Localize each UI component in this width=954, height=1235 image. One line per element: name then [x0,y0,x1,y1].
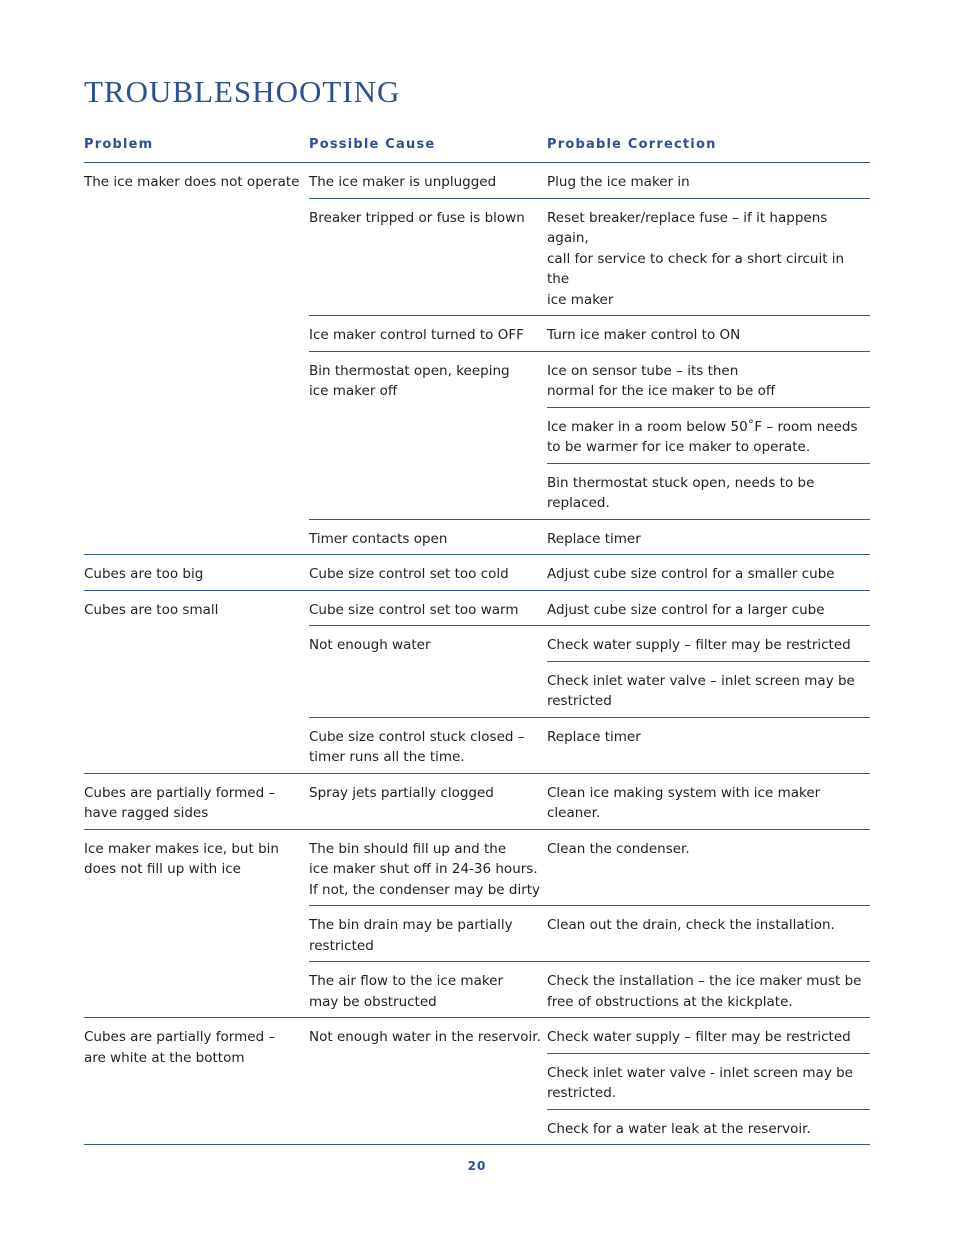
problem-group [84,830,870,1019]
correction-cell: Check for a water leak at the reservoir. [547,1109,870,1145]
correction-list [547,555,870,590]
problem-cell: Cubes are partially formed – have ragged sides [84,784,276,821]
correction-cell: Ice on sensor tube – its then normal for the ice maker to be off [547,362,776,399]
correction-cell: Adjust cube size control for a larger cube [547,601,825,618]
table-row [309,315,870,351]
table-row [309,717,870,773]
table-body [84,163,870,1145]
cause-cell: Cube size control set too warm [309,601,519,618]
cause-list [309,591,870,773]
table-row [309,163,870,198]
correction-list [547,830,870,906]
cause-cell: Breaker tripped or fuse is blown [309,209,525,226]
correction-list [547,199,870,316]
correction-list [547,962,870,1017]
table-row [309,351,870,519]
correction-list [547,163,870,198]
problem-cell: Cubes are partially formed – are white at the bottom [84,1029,276,1066]
correction-cell: Clean out the drain, check the installation. [547,917,835,933]
correction-cell: Clean ice making system with ice maker cleaner. [547,784,821,821]
problem-group [84,1018,870,1145]
problem-cell: The ice maker does not operate [84,174,300,190]
correction-cell: Check inlet water valve - inlet screen may be restricted. [547,1053,870,1109]
correction-cell: Replace timer [547,728,641,745]
cause-list [309,830,870,1018]
problem-group [84,555,870,591]
correction-cell: Check water supply – filter may be restricted [547,1029,851,1045]
table-row [309,774,870,829]
header-problem: Problem [84,137,154,152]
correction-cell: Bin thermostat stuck open, needs to be replaced. [547,463,870,519]
cause-cell: Bin thermostat open, keeping ice maker off [309,362,510,399]
table-row [309,905,870,961]
correction-list [547,352,870,519]
correction-cell: Clean the condenser. [547,840,690,857]
header-probable-correction: Probable Correction [547,137,717,152]
cause-list [309,1018,870,1144]
correction-list [547,316,870,351]
table-row [309,591,870,626]
table-row [309,625,870,717]
table-row [309,555,870,590]
correction-cell: Plug the ice maker in [547,174,690,190]
correction-cell: Reset breaker/replace fuse – if it happens again, call for service to check for a short circuit in the ice maker [547,209,845,308]
correction-list [547,591,870,626]
correction-cell: Check the installation – the ice maker must be free of obstructions at the kickplate. [547,973,862,1010]
cause-cell: Spray jets partially clogged [309,784,494,801]
correction-cell: Adjust cube size control for a smaller cube [547,566,835,582]
cause-list [309,163,870,554]
problem-cell: Cubes are too small [84,601,219,618]
correction-list [547,626,870,717]
page-number: 20 [467,1159,487,1173]
table-row [309,519,870,555]
problem-cell: Ice maker makes ice, but bin does not fill up with ice [84,840,279,877]
cause-list [309,555,870,590]
correction-cell: Check water supply – filter may be restricted [547,637,851,653]
correction-list [547,520,870,555]
header-possible-cause: Possible Cause [309,137,436,152]
cause-cell: Not enough water [309,637,431,653]
correction-list [547,774,870,829]
cause-cell: Cube size control set too cold [309,566,509,582]
table-row [309,830,870,906]
cause-cell: Not enough water in the reservoir. [309,1029,541,1045]
cause-cell: Cube size control stuck closed – timer runs all the time. [309,728,525,765]
cause-list [309,774,870,829]
problem-group [84,774,870,830]
correction-list [547,718,870,773]
table-header [84,134,870,163]
correction-list [547,1018,870,1144]
cause-cell: The ice maker is unplugged [309,174,497,190]
page-title: TROUBLESHOOTING [84,74,401,109]
cause-cell: Timer contacts open [309,530,448,547]
problem-group [84,163,870,555]
table-row [309,961,870,1017]
correction-cell: Turn ice maker control to ON [547,327,741,343]
correction-list [547,906,870,961]
troubleshooting-table [84,134,870,1145]
cause-cell: The bin should fill up and the ice maker shut off in 24-36 hours. If not, the condenser may be dirty [309,840,541,898]
table-row [309,198,870,316]
problem-cell: Cubes are too big [84,566,204,582]
cause-cell: Ice maker control turned to OFF [309,327,524,343]
table-row [309,1018,870,1144]
correction-cell: Check inlet water valve – inlet screen may be restricted [547,661,870,717]
correction-cell: Ice maker in a room below 50˚F – room needs to be warmer for ice maker to operate. [547,407,870,463]
cause-cell: The bin drain may be partially restricted [309,917,513,954]
correction-cell: Replace timer [547,530,641,547]
cause-cell: The air flow to the ice maker may be obstructed [309,973,504,1010]
problem-group [84,591,870,774]
